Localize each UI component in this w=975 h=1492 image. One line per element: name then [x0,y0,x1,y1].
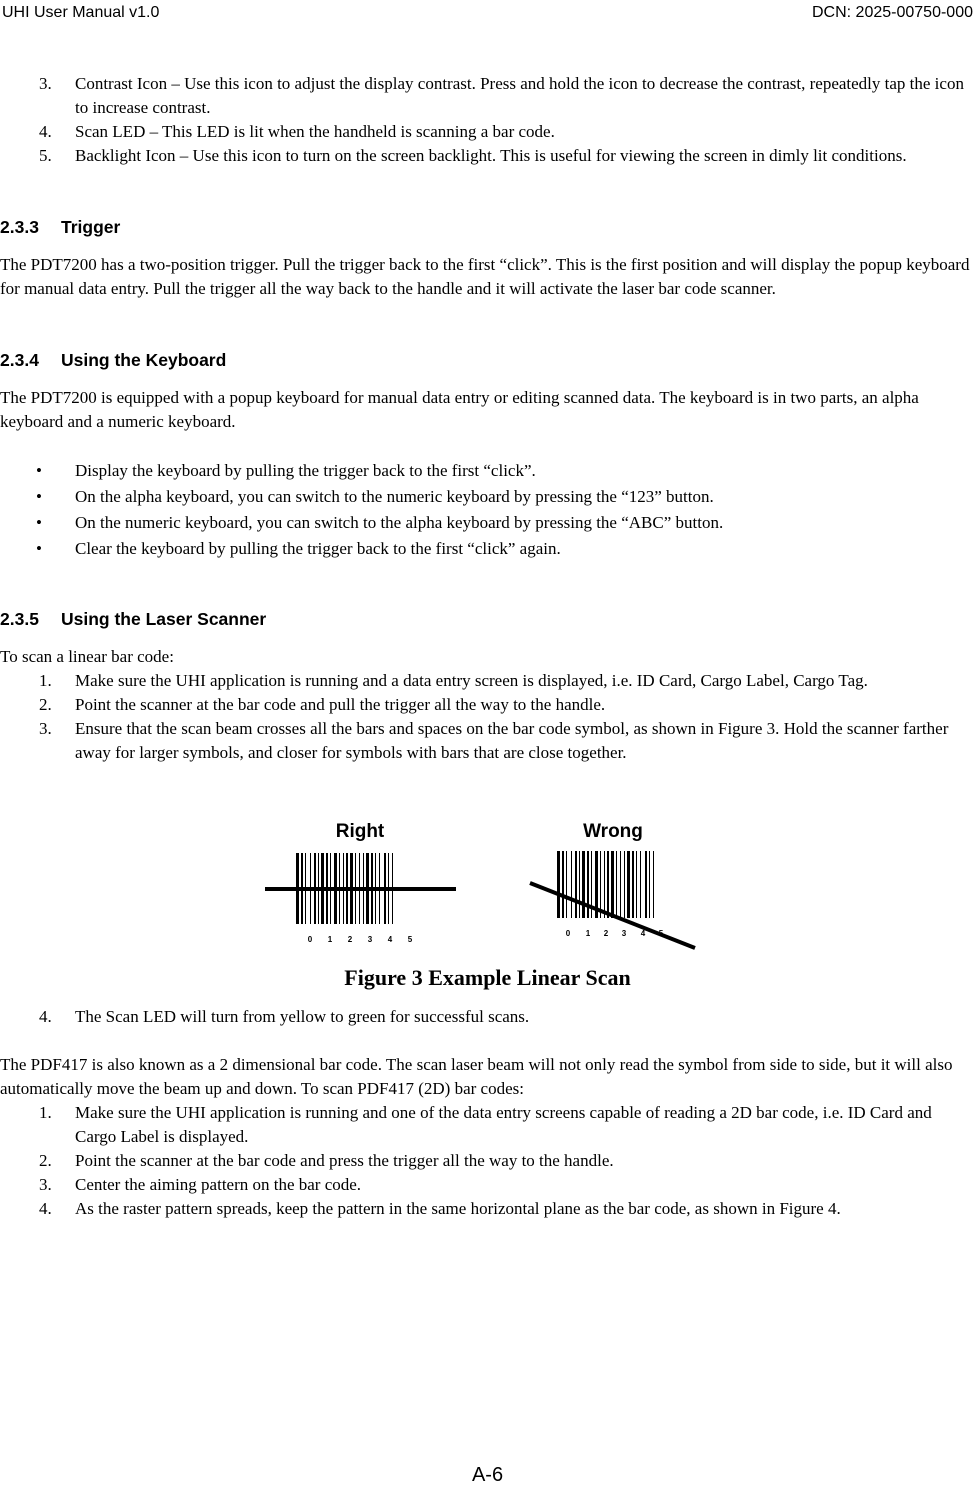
section-heading-keyboard [0,350,975,371]
pdf417-intro: The PDF417 is also known as a 2 dimensional bar code. The scan laser beam will not only read the symbol from side to side, but it will also automatically move the beam up and down. To scan PDF417 (2D) bar codes: [0,1055,953,1098]
wrong-label: Wrong [583,821,643,842]
right-digit: 3 [367,935,373,944]
bullet: • [36,513,42,532]
barcode-bar [627,851,630,918]
section-heading-trigger [0,217,975,238]
item-number: 3. [39,719,52,738]
barcode-bar [575,851,577,918]
bullet: • [36,487,42,506]
barcode-bar [571,851,572,918]
item-text: As the raster pattern spreads, keep the pattern in the same horizontal plane as the bar code, as shown in Figure 4. [75,1199,841,1218]
item-number: 2. [39,1151,52,1170]
list-item [0,717,975,765]
list-item [0,511,975,537]
barcode-bar [645,851,647,918]
pdf417-steps [0,1101,975,1221]
barcode-bar [620,851,621,918]
page-number: A-6 [471,1464,504,1486]
item-text: Ensure that the scan beam crosses all the bars and spaces on the bar code symbol, as shown in Figure 3. Hold the scanner farther away for larger symbols, and closer for symbols with bars that are close together. [75,719,949,762]
wrong-digit: 1 [585,929,591,938]
list-item [0,459,975,485]
item-number: 4. [39,122,52,141]
list-item [0,537,975,563]
list-item [0,1173,975,1197]
section-title: Trigger [61,217,121,237]
item-number: 3. [39,1175,52,1194]
list-item [0,693,975,717]
wrong-digit: 2 [603,929,609,938]
list-item [0,1101,975,1149]
wrong-digit: 4 [640,929,646,938]
barcode-bar [616,851,617,918]
item-text: Scan LED – This LED is lit when the handheld is scanning a bar code. [75,122,555,141]
barcode-bar [600,851,601,918]
bullet: • [36,461,42,480]
item-text: Make sure the UHI application is running and one of the data entry screens capable of reading a 2D bar code, i.e. ID Card and Cargo Label is displayed. [75,1103,932,1146]
section-number: 2.3.5 [0,609,39,629]
barcode-bar [607,851,609,918]
trigger-paragraph: The PDT7200 has a two-position trigger. Pull the trigger back to the first “click”. This is the first position and will display the popup keyboard for manual data entry. Pull the trigger all the way back to the handle and it will activate the laser bar code scanner. [0,255,970,298]
section-title: Using the Laser Scanner [61,609,267,629]
item-text: Point the scanner at the bar code and pull the trigger all the way to the handle. [75,695,606,714]
scan-intro: To scan a linear bar code: [0,647,174,666]
barcode-bar [632,851,634,918]
barcode-bar [582,851,585,918]
list-item [0,669,975,693]
wrong-digit: 5 [658,929,664,938]
section-number: 2.3.3 [0,217,39,237]
item-text: The Scan LED will turn from yellow to green for successful scans. [75,1007,530,1026]
barcode-bar [566,851,567,918]
right-digit: 0 [307,935,313,944]
barcode-bar [653,851,654,918]
barcode-bar [604,851,605,918]
barcode-bar [636,851,637,918]
item-text: Contrast Icon – Use this icon to adjust the display contrast. Press and hold the icon to decrease the contrast, repeatedly tap the icon to increase contrast. [75,74,964,117]
item-text: Point the scanner at the bar code and press the trigger all the way to the handle. [75,1151,614,1170]
wrong-digit: 0 [565,929,571,938]
item-text: On the alpha keyboard, you can switch to the numeric keyboard by pressing the “123” button. [75,487,714,506]
barcode-bar [557,851,560,918]
barcode-bar [562,851,564,918]
right-digit: 5 [407,935,413,944]
item-number: 1. [39,1103,52,1122]
item-number: 3. [39,74,52,93]
barcode-bar [649,851,650,918]
barcode-bar [611,851,614,918]
barcode-bar [579,851,580,918]
list-item [0,485,975,511]
keyboard-paragraph: The PDT7200 is equipped with a popup keyboard for manual data entry or editing scanned data. The keyboard is in two parts, an alpha keyboard and a numeric keyboard. [0,388,919,431]
item-text: Make sure the UHI application is running and a data entry screen is displayed, i.e. ID Card, Cargo Label, Cargo Tag. [75,671,868,690]
right-digit: 4 [387,935,393,944]
scan-steps [0,669,975,765]
list-item [0,144,975,168]
keyboard-bullets [0,459,975,563]
barcode-bar [624,851,625,918]
item-text: On the numeric keyboard, you can switch to the alpha keyboard by pressing the “ABC” button. [75,513,724,532]
list-item [0,1149,975,1173]
right-digit: 2 [347,935,353,944]
figure-caption: Figure 3 Example Linear Scan [344,965,631,990]
list-item [0,72,975,120]
wrong-barcode [557,851,654,918]
item-text: Backlight Icon – Use this icon to turn on the screen backlight. This is useful for viewing the screen in dimly lit conditions. [75,146,907,165]
bullet: • [36,539,42,558]
item-number: 4. [39,1007,52,1026]
right-digit: 1 [327,935,333,944]
barcode-bar [640,851,641,918]
header-dcn: DCN: 2025-00750-000 [812,4,973,21]
item-number: 4. [39,1199,52,1218]
list-item [0,1005,975,1029]
list-item [0,120,975,144]
item-number: 1. [39,671,52,690]
item-text: Display the keyboard by pulling the trigger back to the first “click”. [75,461,536,480]
section-number: 2.3.4 [0,350,39,370]
item-text: Clear the keyboard by pulling the trigger back to the first “click” again. [75,539,561,558]
right-label: Right [335,821,385,842]
wrong-digit: 3 [621,929,627,938]
item-number: 5. [39,146,52,165]
header-doc-title: UHI User Manual v1.0 [2,4,160,21]
figure-linear-scan [255,815,715,955]
item-number: 2. [39,695,52,714]
section-title: Using the Keyboard [61,350,227,370]
list-item [0,1197,975,1221]
section-heading-laser-scanner [0,609,975,630]
intro-list [0,72,975,168]
item-text: Center the aiming pattern on the bar code. [75,1175,362,1194]
scan-step-4 [0,1005,975,1029]
